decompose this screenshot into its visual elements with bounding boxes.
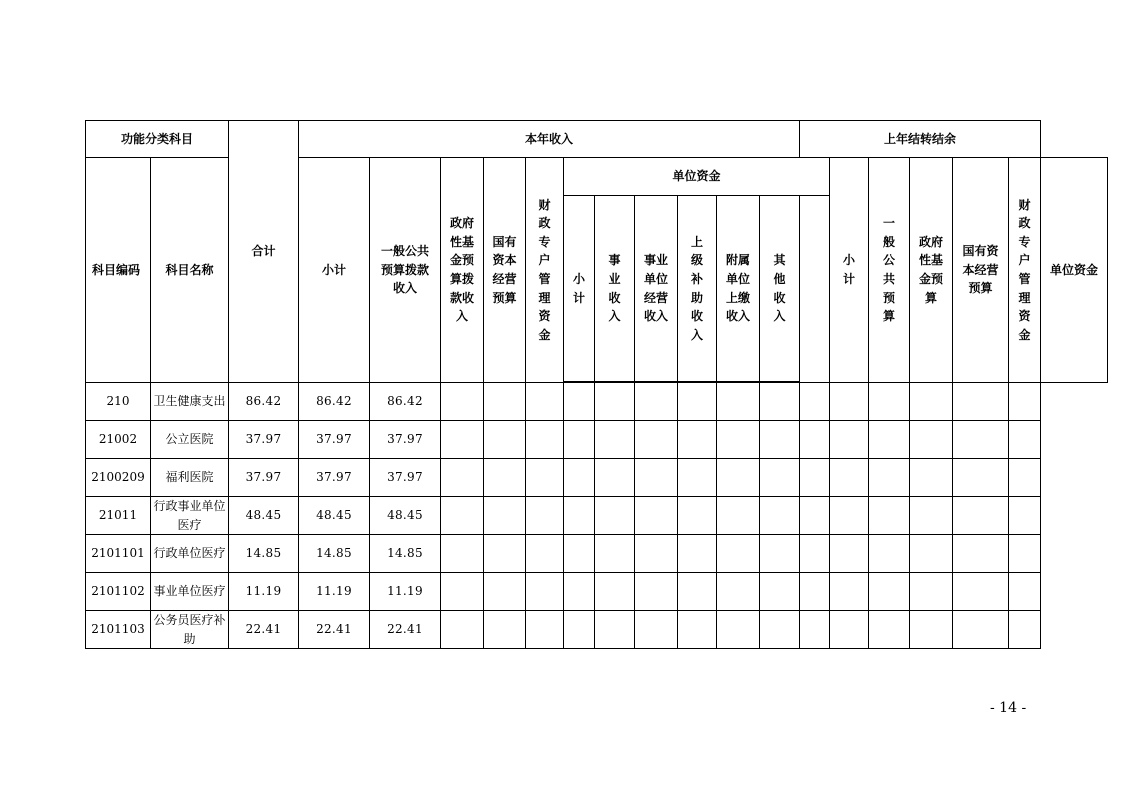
- table-row: [86, 535, 1108, 573]
- row-name: 公立医院: [151, 421, 229, 459]
- row-name: 公务员医疗补助: [151, 611, 229, 649]
- header-py-unit: 单位资金: [1041, 158, 1108, 383]
- row-total: 86.42: [229, 383, 299, 421]
- row-code: 2101102: [86, 573, 151, 611]
- header-prior-year: 上年结转结余: [800, 121, 1041, 158]
- row-subtotal: 37.97: [299, 459, 370, 497]
- row-general: 48.45: [370, 497, 441, 535]
- row-name: 行政单位医疗: [151, 535, 229, 573]
- row-subtotal: 48.45: [299, 497, 370, 535]
- header-unit-funds: 单位资金: [564, 158, 830, 196]
- header-cy-fund: 政府性基金预算拨款收入: [441, 158, 484, 383]
- row-general: 37.97: [370, 459, 441, 497]
- row-general: 37.97: [370, 421, 441, 459]
- row-subtotal: 22.41: [299, 611, 370, 649]
- table-row: [86, 497, 1108, 535]
- header-cy-state-capital: 国有资本经营预算: [484, 158, 526, 383]
- row-general: 86.42: [370, 383, 441, 421]
- row-code: 21002: [86, 421, 151, 459]
- header-py-special: 财政专户管理资金: [1009, 158, 1041, 383]
- header-current-year: 本年收入: [299, 121, 800, 158]
- table-row: [86, 573, 1108, 611]
- header-cy-special: 财政专户管理资金: [526, 158, 564, 383]
- row-general: 22.41: [370, 611, 441, 649]
- row-total: 37.97: [229, 459, 299, 497]
- table-row: [86, 421, 1108, 459]
- row-subtotal: 86.42: [299, 383, 370, 421]
- row-code: 2100209: [86, 459, 151, 497]
- header-uf-business: 事业收入: [595, 196, 635, 382]
- header-name: 科目名称: [151, 158, 229, 383]
- header-uf-other: 其他收入: [760, 196, 800, 382]
- row-total: 22.41: [229, 611, 299, 649]
- row-name: 卫生健康支出: [151, 383, 229, 421]
- header-category: 功能分类科目: [86, 121, 229, 158]
- row-general: 11.19: [370, 573, 441, 611]
- table-row: [86, 383, 1108, 421]
- row-subtotal: 14.85: [299, 535, 370, 573]
- row-total: 37.97: [229, 421, 299, 459]
- row-name: 行政事业单位医疗: [151, 497, 229, 535]
- row-name: 事业单位医疗: [151, 573, 229, 611]
- header-uf-subsidy: 上级补助收入: [678, 196, 717, 382]
- row-code: 2101103: [86, 611, 151, 649]
- header-uf-operating: 事业单位经营收入: [635, 196, 678, 382]
- row-name: 福利医院: [151, 459, 229, 497]
- row-general: 14.85: [370, 535, 441, 573]
- header-py-state-capital: 国有资本经营预算: [953, 158, 1009, 383]
- header-cy-general: 一般公共预算拨款收入: [370, 158, 441, 383]
- page-number: - 14 -: [990, 700, 1027, 716]
- row-subtotal: 37.97: [299, 421, 370, 459]
- row-subtotal: 11.19: [299, 573, 370, 611]
- header-cy-subtotal: 小计: [299, 158, 370, 383]
- header-py-general: 一般公共预算: [869, 158, 910, 383]
- budget-table: [85, 120, 1108, 649]
- header-py-fund: 政府性基金预算: [910, 158, 953, 383]
- row-code: 2101101: [86, 535, 151, 573]
- header-total: 合计: [229, 121, 299, 383]
- header-uf-affiliated: 附属单位上缴收入: [717, 196, 760, 382]
- header-py-subtotal: 小计: [830, 158, 869, 383]
- header-uf-subtotal: 小计: [564, 196, 595, 382]
- row-code: 21011: [86, 497, 151, 535]
- header-code: 科目编码: [86, 158, 151, 383]
- table-row: [86, 459, 1108, 497]
- row-code: 210: [86, 383, 151, 421]
- row-total: 48.45: [229, 497, 299, 535]
- row-total: 11.19: [229, 573, 299, 611]
- table-row: [86, 611, 1108, 649]
- row-total: 14.85: [229, 535, 299, 573]
